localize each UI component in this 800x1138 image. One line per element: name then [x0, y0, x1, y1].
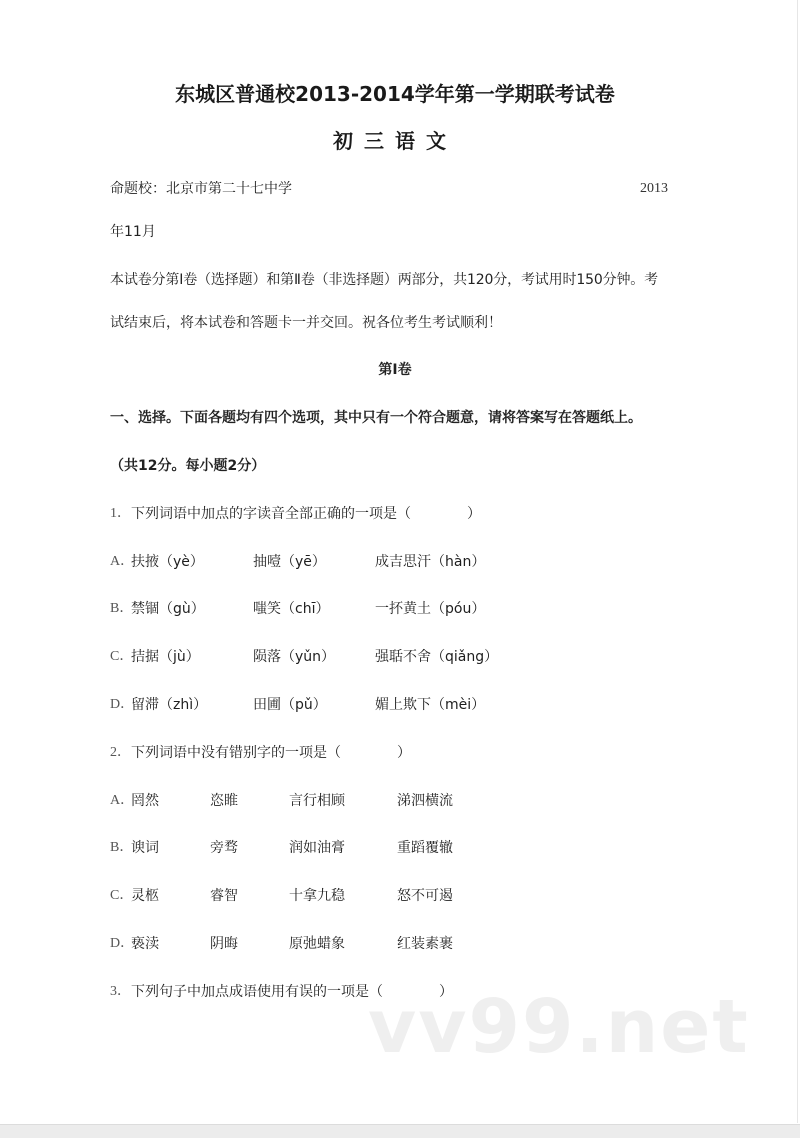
option-item: 谀词 — [131, 840, 159, 856]
watermark: vv99.net — [368, 984, 750, 1070]
option-item: 恣睢 — [210, 793, 238, 809]
option-item: 言行相顾 — [289, 793, 345, 809]
option-item: 十拿九稳 — [289, 888, 345, 904]
intro-line-2: 试结束后，将本试卷和答题卡一并交回。祝各位考生考试顺利！ — [110, 315, 502, 331]
option-label: A． — [110, 793, 135, 808]
option-item: 扶掖（yè） — [131, 554, 204, 570]
document-title: 东城区普通校2013-2014学年第一学期联考试卷 — [175, 82, 615, 106]
option-item: 成吉思汗（hàn） — [375, 554, 486, 570]
option-label: C． — [110, 888, 134, 903]
option-label: A． — [110, 554, 135, 569]
question-stem: 下列词语中加点的字读音全部正确的一项是（ ） — [131, 506, 481, 522]
option-item: 红装素裹 — [397, 936, 453, 952]
option-item: 一抔黄土（póu） — [375, 601, 486, 617]
option-item: 原弛蜡象 — [289, 936, 345, 952]
author-line: 命题校：北京市第二十七中学 — [110, 181, 292, 197]
option-label: D． — [110, 697, 135, 712]
option-label: D． — [110, 936, 135, 951]
part-score: （共12分。每小题2分） — [110, 458, 266, 474]
option-item: 陨落（yǔn） — [253, 649, 336, 665]
option-item: 灵柩 — [131, 888, 159, 904]
question-number: 1． — [110, 506, 131, 521]
question-stem: 下列句子中加点成语使用有误的一项是（ ） — [131, 984, 453, 1000]
date-month: 年11月 — [110, 224, 156, 240]
intro-line-1: 本试卷分第Ⅰ卷（选择题）和第Ⅱ卷（非选择题）两部分，共120分，考试用时150分钟。考 — [110, 272, 659, 288]
option-item: 田圃（pǔ） — [253, 697, 327, 713]
option-item: 嗤笑（chī） — [253, 601, 330, 617]
option-label: B． — [110, 840, 134, 855]
option-item: 睿智 — [210, 888, 238, 904]
page-gap — [0, 1124, 800, 1138]
option-item: 罔然 — [131, 793, 159, 809]
question-number: 2． — [110, 745, 131, 760]
option-item: 怒不可遏 — [397, 888, 453, 904]
option-label: C． — [110, 649, 134, 664]
option-item: 抽噎（yē） — [253, 554, 326, 570]
document-subtitle: 初三语文 — [333, 129, 457, 153]
option-item: 润如油膏 — [289, 840, 345, 856]
question-number: 3． — [110, 984, 131, 999]
section-title: 第Ⅰ卷 — [378, 362, 412, 378]
option-item: 留滞（zhì） — [131, 697, 208, 713]
question-stem: 下列词语中没有错别字的一项是（ ） — [131, 745, 411, 761]
part-heading: 一、选择。下面各题均有四个选项，其中只有一个符合题意，请将答案写在答题纸上。 — [110, 410, 642, 426]
option-item: 重蹈覆辙 — [397, 840, 453, 856]
option-item: 拮据（jù） — [131, 649, 200, 665]
option-item: 强聒不舍（qiǎng） — [375, 649, 499, 665]
option-item: 旁骛 — [210, 840, 238, 856]
option-item: 禁锢（gù） — [131, 601, 205, 617]
option-item: 阴晦 — [210, 936, 238, 952]
option-item: 亵渎 — [131, 936, 159, 952]
option-item: 涕泗横流 — [397, 793, 453, 809]
option-label: B． — [110, 601, 134, 616]
date-year: 2013 — [640, 181, 668, 196]
option-item: 媚上欺下（mèi） — [375, 697, 486, 713]
